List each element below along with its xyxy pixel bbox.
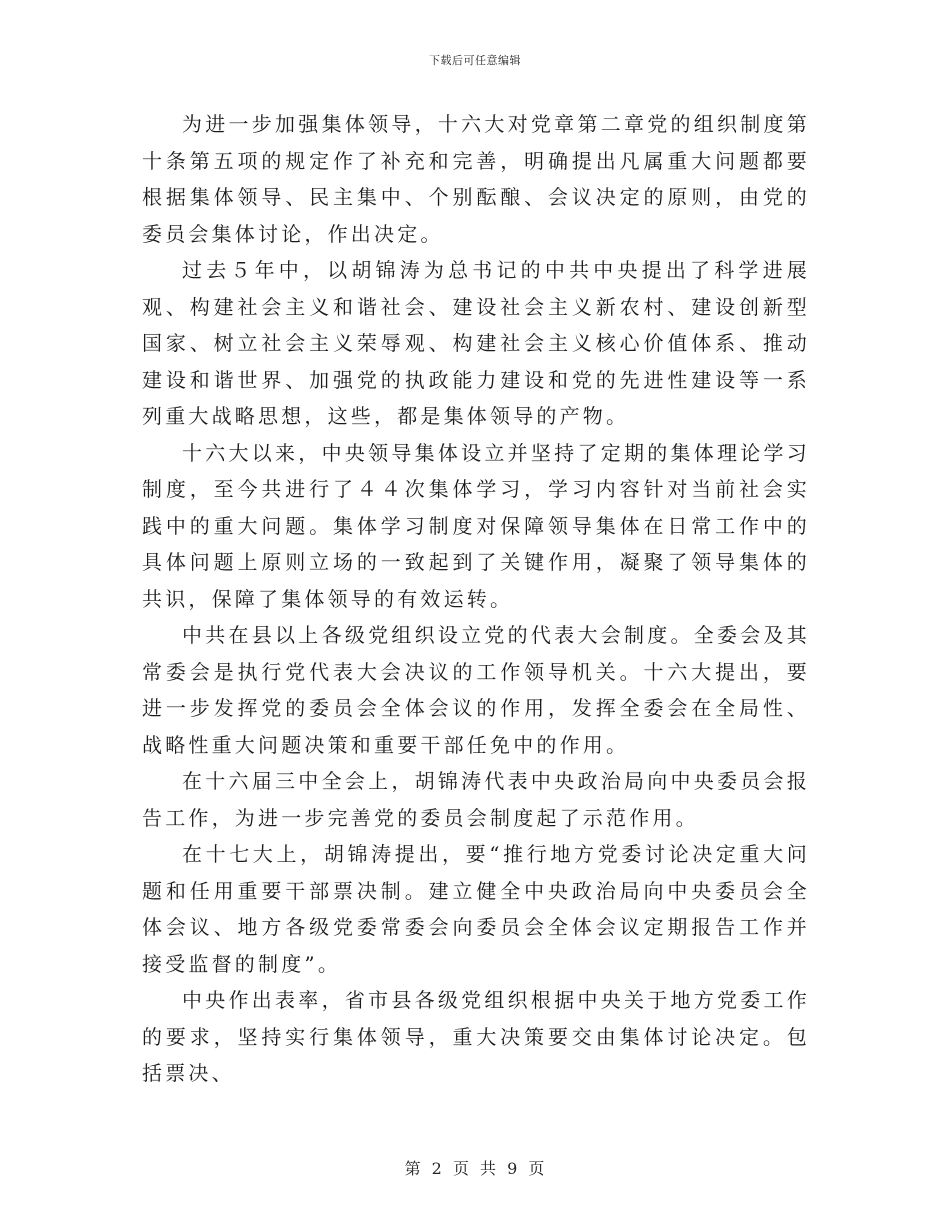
page-header: 下载后可任意编辑 xyxy=(429,54,521,67)
page-number-footer: 第 2 页 共 9 页 xyxy=(404,1159,546,1178)
paragraph-1: 为进一步加强集体领导，十六大对党章第二章党的组织制度第十条第五项的规定作了补充和完善，明确提出凡属重大问题都要根据集体领导、民主集中、个别酝酿、会议决定的原则，由党的委员会集体讨论，作出决定。 xyxy=(142,112,810,246)
document-body xyxy=(142,106,810,1092)
paragraph-3: 十六大以来，中央领导集体设立并坚持了定期的集体理论学习制度，至今共进行了４４次集体学习，学习内容针对当前社会实践中的重大问题。集体学习制度对保障领导集体在日常工作中的具体问题上原则立场的一致起到了关键作用，凝聚了领导集体的共识，保障了集体领导的有效运转。 xyxy=(142,440,810,611)
paragraph-7: 中央作出表率，省市县各级党组织根据中央关于地方党委工作的要求，坚持实行集体领导，重大决策要交由集体讨论决定。包括票决、 xyxy=(142,988,810,1085)
paragraph-2: 过去５年中，以胡锦涛为总书记的中共中央提出了科学进展观、构建社会主义和谐社会、建设社会主义新农村、建设创新型国家、树立社会主义荣辱观、构建社会主义核心价值体系、推动建设和谐世界、加强党的执政能力建设和党的先进性建设等一系列重大战略思想，这些，都是集体领导的产物。 xyxy=(142,258,810,428)
paragraph-4: 中共在县以上各级党组织设立党的代表大会制度。全委会及其常委会是执行党代表大会决议的工作领导机关。十六大提出，要进一步发挥党的委员会全体会议的作用，发挥全委会在全局性、战略性重大问题决策和重要干部任免中的作用。 xyxy=(142,623,810,757)
paragraph-6: 在十七大上，胡锦涛提出，要“推行地方党委讨论决定重大问题和任用重要干部票决制。建立健全中央政治局向中央委员会全体会议、地方各级党委常委会向委员会全体会议定期报告工作并接受监督的制度”。 xyxy=(142,842,810,976)
paragraph-5: 在十六届三中全会上，胡锦涛代表中央政治局向中央委员会报告工作，为进一步完善党的委员会制度起了示范作用。 xyxy=(142,769,810,830)
